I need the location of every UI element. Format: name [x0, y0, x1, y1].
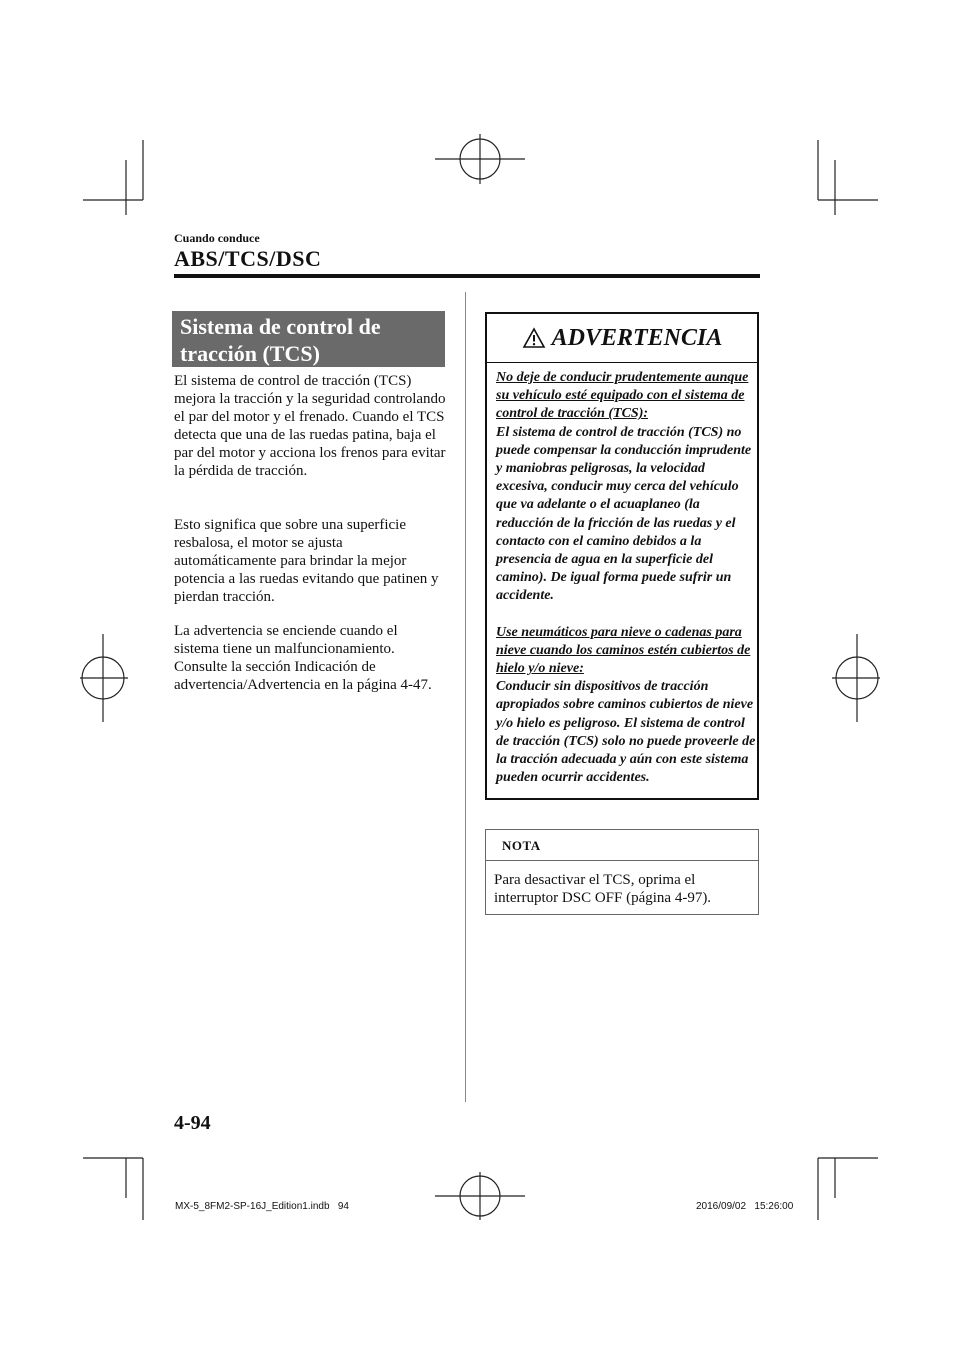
note-title: NOTA: [486, 830, 758, 861]
paragraph-tcs-description: [174, 372, 446, 480]
warning-title: ADVERTENCIA: [551, 324, 723, 351]
paragraph-slippery-surface: [174, 516, 446, 606]
section-heading-line1: Sistema de control de: [180, 314, 381, 339]
page-number: 4-94: [174, 1112, 211, 1134]
section-label: Cuando conduce: [174, 231, 260, 245]
warning-text-2: Conducir sin dispositivos de tracción apropiados sobre caminos cubiertos de nieve y/o hielo es peligroso. El sistema de control de tracción (TCS) solo no puede proveerle de la tracción adecuada y aún con este sistema pueden ocurrir accidentes.: [496, 679, 756, 786]
warning-triangle-icon: [522, 327, 546, 349]
warning-heading-2: Use neumáticos para nieve o cadenas para nieve cuando los caminos estén cubiertos de hielo y/o nieve:: [496, 624, 751, 677]
page-title: ABS/TCS/DSC: [174, 246, 322, 271]
footer-file: MX-5_8FM2-SP-16J_Edition1.indb 94: [175, 1201, 349, 1212]
warning-box: [485, 312, 759, 800]
warning-text-1: El sistema de control de tracción (TCS) no puede compensar la conducción imprudente y maniobras peligrosas, la velocidad excesiva, conducir muy cerca del vehículo que va adelante o el acuaplaneo (la reducción de la fricción de las ruedas y el contacto con el camino debidos a la presencia de agua en la superficie del camino). De igual forma puede sufrir un accidente.: [496, 424, 752, 604]
footer-timestamp: 2016/09/02 15:26:00: [696, 1201, 794, 1212]
header-rule: [174, 274, 760, 278]
paragraph-warning-light: [174, 622, 446, 694]
note-box: [485, 829, 759, 915]
warning-body: [496, 369, 758, 787]
body-paragraph: Esto significa que sobre una superficie resbalosa, el motor se ajusta automáticamente para brindar la mejor potencia a las ruedas evitando que patinen y pierdan tracción.: [174, 517, 439, 605]
section-heading-line2: tracción (TCS): [180, 341, 320, 366]
warning-header: [487, 314, 757, 363]
note-text: Para desactivar el TCS, oprima el interruptor DSC OFF (página 4-97).: [494, 872, 712, 906]
body-paragraph: El sistema de control de tracción (TCS) mejora la tracción y la seguridad controlando el par del motor y el frenado. Cuando el TCS detecta que una de las ruedas patina, baja el par del motor y acciona los frenos para evitar la pérdida de tracción.: [174, 373, 446, 479]
column-divider: [465, 292, 466, 1102]
warning-heading-1: No deje de conducir prudentemente aunque su vehículo esté equipado con el sistema de control de tracción (TCS):: [496, 370, 749, 422]
section-heading: [172, 311, 445, 367]
body-paragraph: La advertencia se enciende cuando el sistema tiene un malfuncionamiento. Consulte la sección Indicación de advertencia/Advertencia en la página 4-47.: [174, 623, 432, 693]
